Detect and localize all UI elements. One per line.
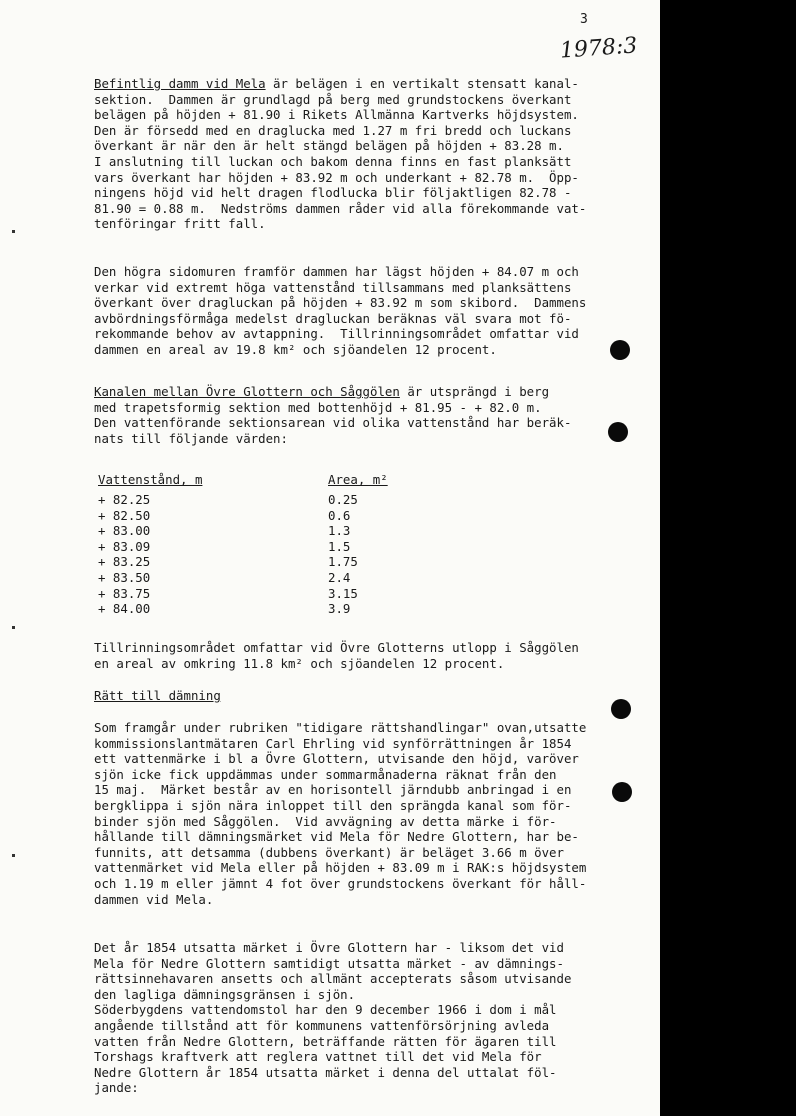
paragraph-water-mark — [94, 720, 654, 907]
cell-level: + 83.00 — [98, 523, 151, 539]
paragraph-line: sektion. Dammen är grundlagd på berg med grundstockens överkant — [94, 91, 572, 107]
table-row — [98, 508, 428, 524]
paragraph-line: Det år 1854 utsatta märket i Övre Glottern har - liksom det vid — [94, 940, 564, 955]
heading-canal: Kanalen mellan Övre Glottern och Såggölen — [94, 384, 400, 399]
table-row — [98, 601, 428, 617]
cell-level: + 83.09 — [98, 538, 151, 554]
table-row — [98, 523, 428, 539]
paragraph-line: ett vattenmärke i bl a Övre Glottern, utvisande den höjd, varöver — [94, 751, 579, 767]
paragraph-line: bergklippa i sjön nära inloppet till den sprängda kanal som för- — [94, 797, 572, 813]
paragraph-existing-dam — [94, 76, 654, 232]
paragraph-line: överkant över dragluckan på höjden + 83.92 m som skibord. Dammens — [94, 295, 587, 311]
table-row — [98, 492, 428, 508]
paragraph-line: vars överkant har höjden + 83.92 m och underkant + 82.78 m. Öpp- — [94, 169, 579, 185]
paragraph-line: tenföringar fritt fall. — [94, 216, 266, 232]
water-level-area-table — [98, 464, 428, 617]
cell-area: 1.3 — [328, 523, 351, 539]
paragraph-line: binder sjön med Såggölen. Vid avvägning av detta märke i för- — [94, 813, 557, 829]
paragraph-line: avbördningsförmåga medelst dragluckan beräknas väl svara mot fö- — [94, 310, 572, 326]
section-heading — [94, 688, 654, 704]
cell-level: + 82.50 — [98, 507, 151, 523]
paragraph-line: angående tillstånd att för kommunens vattenförsörjning avleda — [94, 1017, 550, 1033]
page-number: 3 — [580, 12, 588, 27]
paragraph-line: ningens höjd vid helt dragen flodlucka blir följaktligen 82.78 - — [94, 185, 572, 201]
table-row — [98, 539, 428, 555]
cell-level: + 83.50 — [98, 569, 151, 585]
paragraph-line: Söderbygdens vattendomstol har den 9 december 1966 i dom i mål — [94, 1002, 557, 1018]
paragraph-line: vattenmärket vid Mela eller på höjden + 83.09 m i RAK:s höjdsystem — [94, 860, 587, 876]
cell-area: 1.75 — [328, 554, 358, 570]
paragraph-line: belägen på höjden + 81.90 i Rikets Allmänna Kartverks höjdsystem. — [94, 107, 579, 123]
scan-edge — [660, 0, 796, 1116]
punch-hole — [608, 422, 628, 442]
cell-level: + 84.00 — [98, 601, 151, 617]
paragraph-canal — [94, 384, 654, 446]
paragraph-line: vatten från Nedre Glottern, beträffande rätten för ägaren till — [94, 1033, 557, 1049]
table-row — [98, 586, 428, 602]
punch-hole — [612, 782, 632, 802]
scan-speck — [12, 854, 15, 857]
paragraph-line: Mela för Nedre Glottern samtidigt utsatta märket - av dämnings- — [94, 955, 564, 971]
paragraph-line: rekommande behov av avtappning. Tillrinningsområdet omfattar vid — [94, 326, 579, 342]
paragraph-line: en areal av omkring 11.8 km² och sjöandelen 12 procent. — [94, 655, 505, 671]
cell-level: + 83.75 — [98, 585, 151, 601]
paragraph-line: 15 maj. Märket består av en horisontell järndubb anbringad i en — [94, 782, 572, 798]
cell-area: 0.25 — [328, 492, 358, 507]
paragraph-line: dammen vid Mela. — [94, 891, 214, 907]
paragraph-line: Nedre Glottern år 1854 utsatta märket i denna del uttalat föl- — [94, 1064, 557, 1080]
table-row — [98, 570, 428, 586]
cell-area: 2.4 — [328, 569, 351, 585]
paragraph-legal-limit — [94, 940, 654, 1096]
table-row — [98, 554, 428, 570]
paragraph-line: och 1.19 m eller jämnt 4 fot över grundstockens överkant för håll- — [94, 875, 587, 891]
punch-hole — [611, 699, 631, 719]
paragraph-line: 81.90 = 0.88 m. Nedströms dammen råder vid alla förekommande vat- — [94, 200, 587, 216]
heading-existing-dam: Befintlig damm vid Mela — [94, 76, 266, 91]
paragraph-line: rättsinnehavaren ansetts och allmänt accepterats såsom utvisande — [94, 971, 572, 987]
paragraph-line: Den vattenförande sektionsarean vid olika vattenstånd har beräk- — [94, 415, 572, 431]
scan-speck — [12, 230, 15, 233]
paragraph-line: den lagliga dämningsgränsen i sjön. — [94, 986, 356, 1002]
scan-speck — [12, 626, 15, 629]
column-header-water-level: Vattenstånd, m — [98, 472, 203, 488]
heading-damming-right: Rätt till dämning — [94, 688, 221, 703]
paragraph-line: är utsprängd i berg — [399, 384, 550, 399]
column-header-area: Area, m² — [328, 472, 388, 488]
paragraph-line: överkant är när den är helt stängd belägen på höjden + 83.28 m. — [94, 138, 564, 154]
cell-area: 3.9 — [328, 601, 351, 617]
cell-area: 0.6 — [328, 507, 351, 523]
cell-level: + 82.25 — [98, 492, 151, 507]
paragraph-catchment — [94, 640, 654, 671]
paragraph-line: Torshags kraftverk att reglera vattnet till det vid Mela för — [94, 1049, 542, 1065]
paragraph-line: dammen en areal av 19.8 km² och sjöandelen 12 procent. — [94, 341, 497, 357]
cell-area: 1.5 — [328, 538, 351, 554]
paragraph-line: I anslutning till luckan och bakom denna finns en fast planksätt — [94, 153, 572, 169]
paragraph-line: Tillrinningsområdet omfattar vid Övre Glotterns utlopp i Såggölen — [94, 640, 579, 655]
paragraph-line: jande: — [94, 1080, 139, 1096]
handwritten-reference: 1978:3 — [559, 33, 639, 64]
paragraph-line: Den är försedd med en draglucka med 1.27 m fri bredd och luckans — [94, 122, 572, 138]
paragraph-line: funnits, att detsamma (dubbens överkant) är beläget 3.66 m över — [94, 844, 564, 860]
paragraph-side-wall — [94, 264, 654, 358]
cell-area: 3.15 — [328, 585, 358, 601]
table-header-row — [98, 464, 428, 488]
paragraph-line: hållande till dämningsmärket vid Mela för Nedre Glottern, har be- — [94, 829, 579, 845]
paragraph-line: sjön icke fick uppdämmas under sommarmånaderna räknat från den — [94, 766, 557, 782]
cell-level: + 83.25 — [98, 554, 151, 570]
paragraph-line: nats till följande värden: — [94, 430, 288, 446]
paragraph-line: verkar vid extremt höga vattenstånd tillsammans med planksättens — [94, 279, 572, 295]
paragraph-line: Den högra sidomuren framför dammen har lägst höjden + 84.07 m och — [94, 264, 579, 279]
paragraph-line: Som framgår under rubriken "tidigare rättshandlingar" ovan,utsatte — [94, 720, 587, 735]
punch-hole — [610, 340, 630, 360]
paragraph-line: är belägen i en vertikalt stensatt kanal- — [265, 76, 579, 91]
paragraph-line: med trapetsformig sektion med bottenhöjd + 81.95 - + 82.0 m. — [94, 399, 542, 415]
paragraph-line: kommissionslantmätaren Carl Ehrling vid synförrättningen år 1854 — [94, 735, 572, 751]
